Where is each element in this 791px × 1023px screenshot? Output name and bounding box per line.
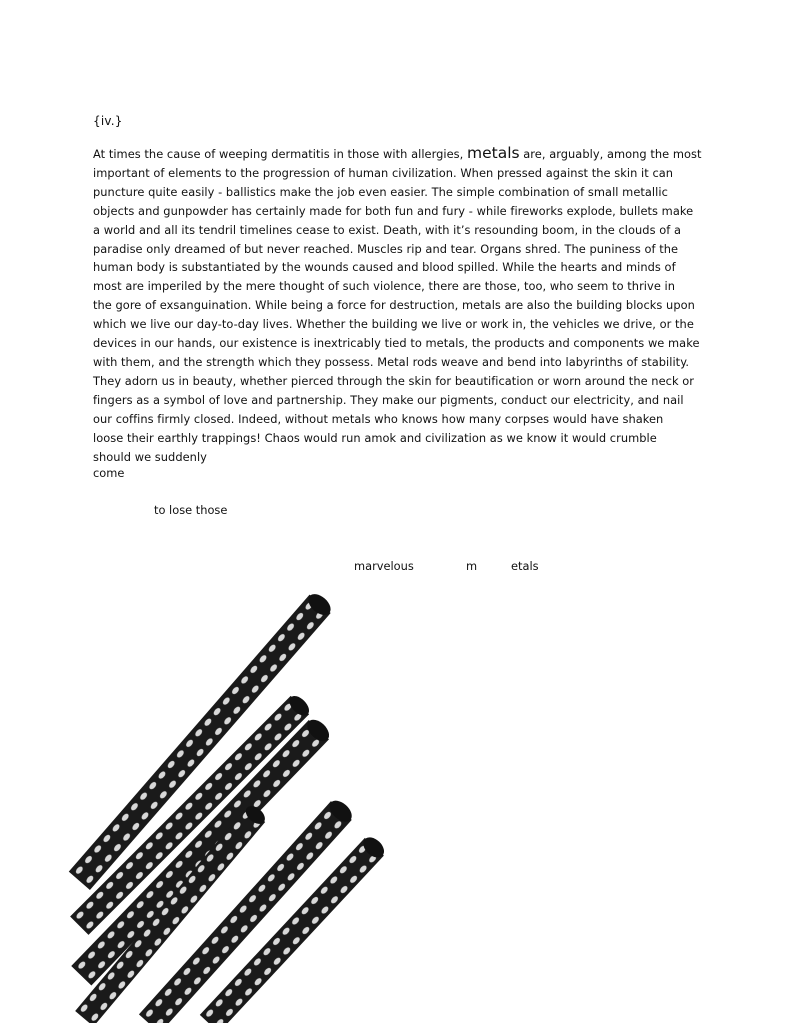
paragraph-line-9: the gore of exsanguination. While being a force for destruction, metals are also the building blocks upon: [93, 298, 695, 313]
fragment-to-lose-those: to lose those: [154, 503, 228, 517]
fragment-etals: etals: [511, 559, 539, 573]
paragraph-line-11: devices in our hands, our existence is inextricably tied to metals, the products and components we make: [93, 336, 700, 351]
paragraph-line-5: a world and all its tendril timelines cease to exist. Death, with it’s resounding boom, in the clouds of a: [93, 222, 682, 237]
fragment-come: come: [93, 466, 125, 480]
fragment-m: m: [466, 559, 478, 573]
paragraph-line-2: important of elements to the progression of human civilization. When pressed against the skin it can: [93, 165, 674, 180]
emphasized-word-metals: metals: [467, 144, 520, 162]
paragraph-line-16: loose their earthly trappings! Chaos would run amok and civilization as we know it would crumble: [93, 430, 657, 445]
paragraph-line-6: paradise only dreamed of but never reached. Muscles rip and tear. Organs shred. The puniness of the: [93, 241, 679, 256]
paragraph-line-10: which we live our day-to-day lives. Whether the building we live or work in, the vehicles we drive, or the: [93, 317, 694, 332]
paragraph-line-17: should we suddenly: [93, 449, 207, 464]
fragment-marvelous: marvelous: [354, 559, 414, 573]
line-1-start: At times the cause of weeping dermatitis in those with allergies,: [93, 147, 468, 161]
paragraph-line-4: objects and gunpowder has certainly made for both fun and fury - while fireworks explode, bullets make: [93, 203, 694, 218]
rebar-bundle-icon: [0, 590, 400, 1023]
paragraph-line-7: human body is substantiated by the wounds caused and blood spilled. While the hearts and minds of: [93, 260, 676, 275]
paragraph-line-1: [93, 144, 703, 164]
paragraph-line-12: with them, and the strength which they possess. Metal rods weave and bend into labyrinths of stability.: [93, 354, 690, 369]
paragraph-line-15: our coffins firmly closed. Indeed, without metals who knows how many corpses would have shaken: [93, 411, 664, 426]
paragraph-line-8: most are imperiled by the mere thought of such violence, there are those, too, who seem to thrive in: [93, 279, 676, 294]
section-heading: {iv.}: [93, 114, 123, 128]
paragraph-line-14: fingers as a symbol of love and partnership. They make our pigments, conduct our electricity, and nail: [93, 392, 684, 407]
body-paragraph: [93, 144, 703, 466]
line-1-end: are, arguably, among the most: [519, 147, 702, 161]
paragraph-line-13: They adorn us in beauty, whether pierced through the skin for beautification or worn around the neck or: [93, 373, 695, 388]
paragraph-line-3: puncture quite easily - ballistics make the job even easier. The simple combination of small metallic: [93, 184, 668, 199]
